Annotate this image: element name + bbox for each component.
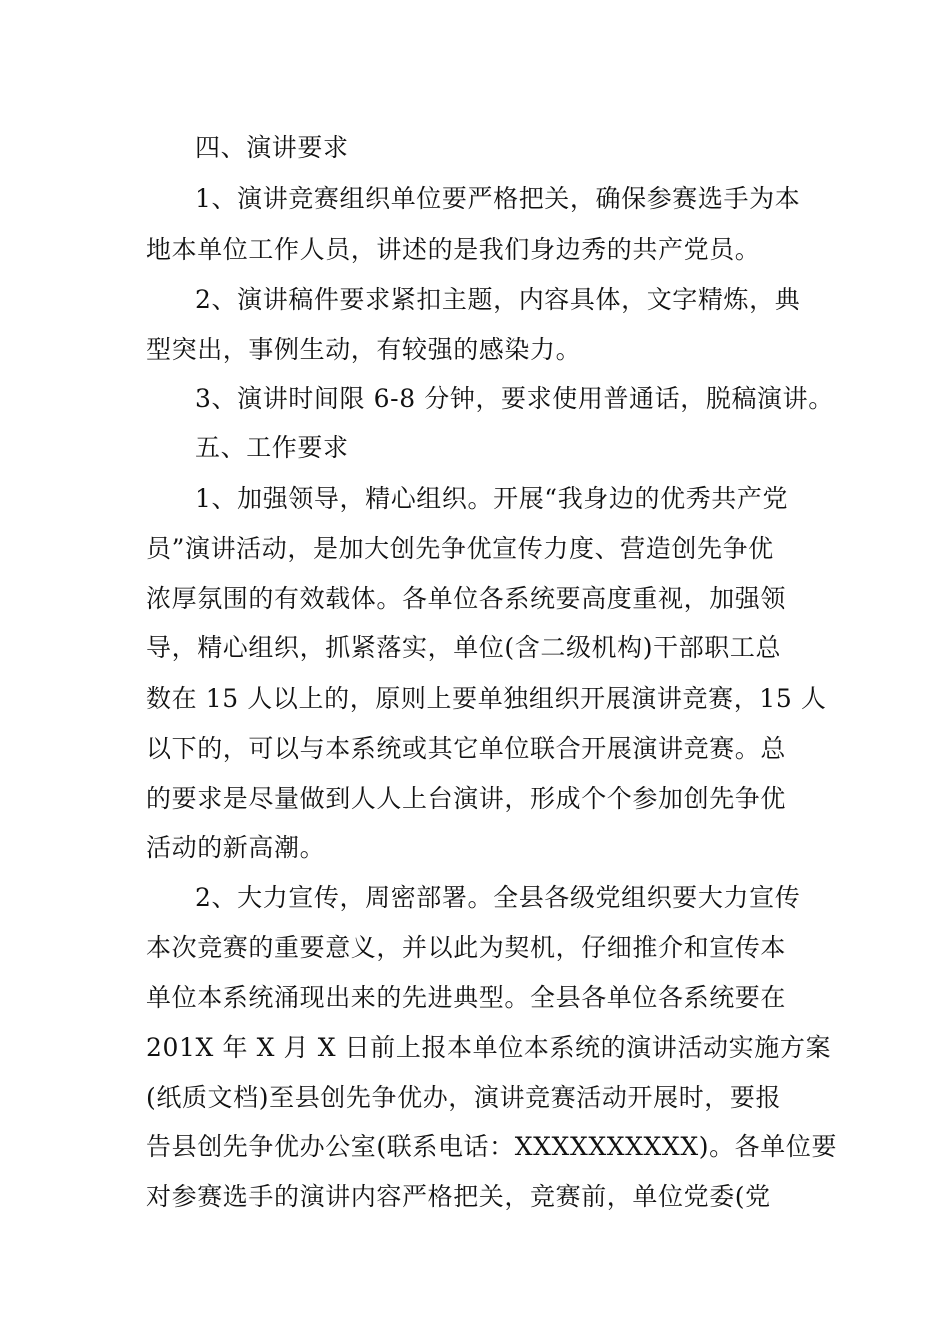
paragraph-line: 单位本系统涌现出来的先进典型。全县各单位各系统要在 bbox=[146, 983, 787, 1012]
paragraph-line: 对参赛选手的演讲内容严格把关，竞赛前，单位党委(党 bbox=[146, 1182, 771, 1211]
paragraph-line: 告县创先争优办公室(联系电话：XXXXXXXXXX)。各单位要 bbox=[146, 1132, 838, 1161]
paragraph-line: 的要求是尽量做到人人上台演讲，形成个个参加创先争优 bbox=[146, 784, 787, 813]
paragraph-line: 数在 15 人以上的，原则上要单独组织开展演讲竞赛，15 人 bbox=[146, 684, 827, 713]
paragraph-line: (纸质文档)至县创先争优办，演讲竞赛活动开展时，要报 bbox=[146, 1083, 782, 1112]
paragraph-line: 员”演讲活动，是加大创先争优宣传力度、营造创先争优 bbox=[146, 534, 774, 563]
paragraph-line: 3、演讲时间限 6-8 分钟，要求使用普通话，脱稿演讲。 bbox=[195, 384, 834, 413]
paragraph-line: 导，精心组织，抓紧落实，单位(含二级机构)干部职工总 bbox=[146, 633, 782, 662]
section-heading-speech-requirements: 四、演讲要求 bbox=[195, 133, 349, 162]
section-heading-work-requirements: 五、工作要求 bbox=[195, 433, 349, 462]
paragraph-line: 2、大力宣传，周密部署。全县各级党组织要大力宣传 bbox=[195, 883, 801, 912]
paragraph-line: 本次竞赛的重要意义，并以此为契机，仔细推介和宣传本 bbox=[146, 933, 787, 962]
paragraph-line: 2、演讲稿件要求紧扣主题，内容具体，文字精炼，典 bbox=[195, 285, 801, 314]
paragraph-line: 以下的，可以与本系统或其它单位联合开展演讲竞赛。总 bbox=[146, 734, 787, 763]
paragraph-line: 1、加强领导，精心组织。开展“我身边的优秀共产党 bbox=[195, 484, 789, 513]
paragraph-line: 浓厚氛围的有效载体。各单位各系统要高度重视，加强领 bbox=[146, 584, 787, 613]
paragraph-line: 型突出，事例生动，有较强的感染力。 bbox=[146, 335, 582, 364]
paragraph-line: 地本单位工作人员，讲述的是我们身边秀的共产党员。 bbox=[146, 235, 761, 264]
paragraph-line: 201X 年 X 月 X 日前上报本单位本系统的演讲活动实施方案 bbox=[146, 1033, 832, 1062]
paragraph-line: 活动的新高潮。 bbox=[146, 833, 326, 862]
paragraph-line: 1、演讲竞赛组织单位要严格把关，确保参赛选手为本 bbox=[195, 184, 801, 213]
